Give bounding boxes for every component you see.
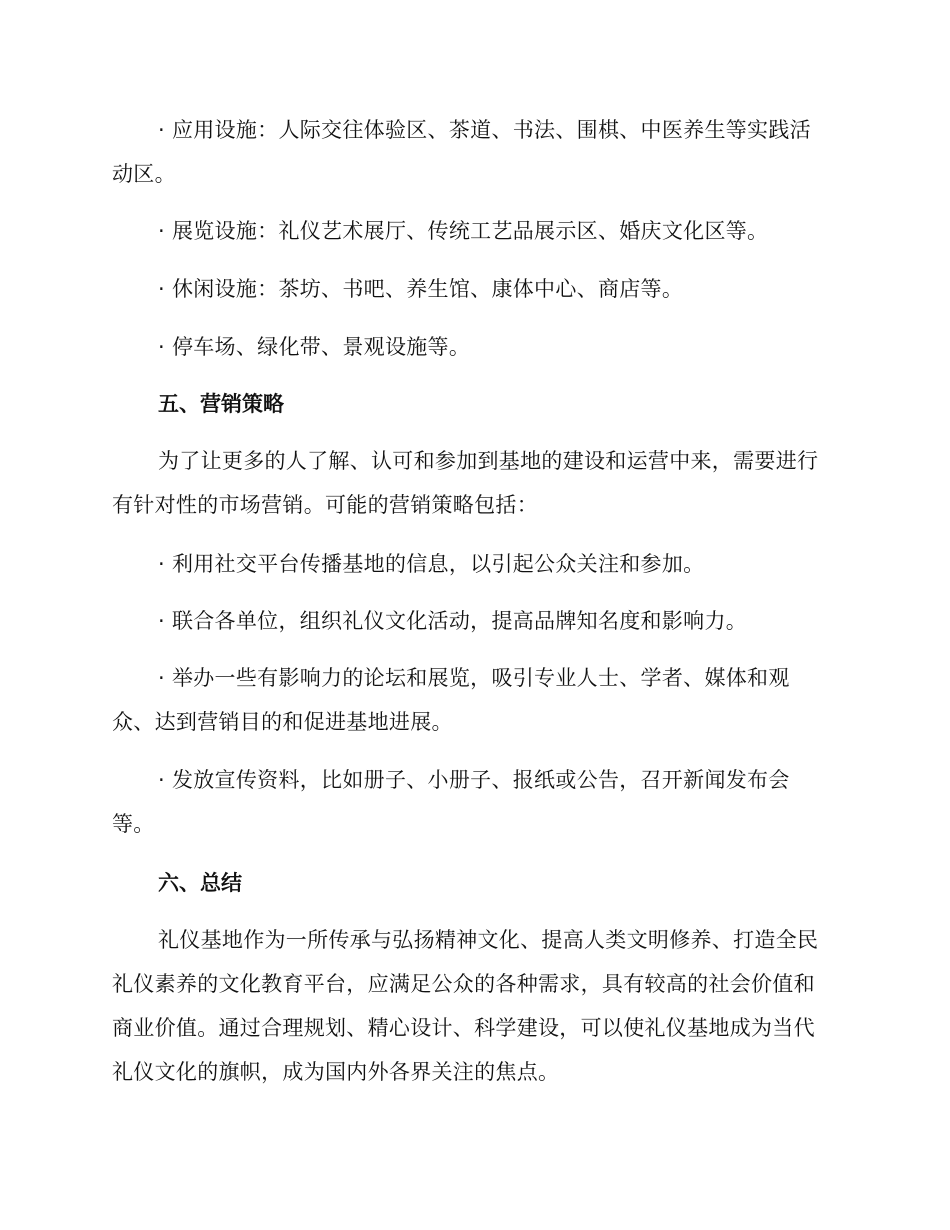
facility-item-parking	[112, 325, 832, 369]
facility-item-application	[112, 108, 832, 196]
facility-item-leisure	[112, 267, 832, 311]
paragraph-line: · 展览设施：礼仪艺术展厅、传统工艺品展示区、婚庆文化区等。	[158, 219, 769, 243]
marketing-bullet-forums	[112, 656, 832, 744]
facility-item-exhibition	[112, 209, 832, 253]
section-heading-marketing: 五、营销策略	[158, 392, 284, 416]
paragraph-line: 众、达到营销目的和促进基地进展。	[112, 710, 453, 734]
marketing-intro-paragraph	[112, 439, 832, 527]
paragraph-line: 商业价值。通过合理规划、精心设计、科学建设，可以使礼仪基地成为当代	[112, 1016, 815, 1040]
paragraph-line: · 休闲设施：茶坊、书吧、养生馆、康体中心、商店等。	[158, 277, 684, 301]
paragraph-line: · 应用设施：人际交往体验区、茶道、书法、围棋、中医养生等实践活	[158, 118, 811, 142]
marketing-bullet-materials	[112, 758, 832, 846]
paragraph-line: 礼仪素养的文化教育平台，应满足公众的各种需求，具有较高的社会价值和	[112, 972, 815, 996]
paragraph-line: 礼仪文化的旗帜，成为国内外各界关注的焦点。	[112, 1060, 560, 1084]
summary-paragraph	[112, 918, 832, 1094]
paragraph-line: 等。	[112, 812, 155, 836]
marketing-bullet-events	[112, 599, 832, 643]
paragraph-line: · 发放宣传资料，比如册子、小册子、报纸或公告，召开新闻发布会	[158, 768, 790, 792]
paragraph-line: 礼仪基地作为一所传承与弘扬精神文化、提高人类文明修养、打造全民	[158, 928, 819, 952]
paragraph-line: 动区。	[112, 162, 176, 186]
paragraph-line: · 举办一些有影响力的论坛和展览，吸引专业人士、学者、媒体和观	[158, 666, 790, 690]
paragraph-line: 有针对性的市场营销。可能的营销策略包括：	[112, 493, 538, 517]
paragraph-line: · 联合各单位，组织礼仪文化活动，提高品牌知名度和影响力。	[158, 609, 748, 633]
paragraph-line: 为了让更多的人了解、认可和参加到基地的建设和运营中来，需要进行	[158, 449, 819, 473]
section-heading-summary: 六、总结	[158, 871, 242, 895]
paragraph-line: · 停车场、绿化带、景观设施等。	[158, 335, 471, 359]
marketing-bullet-social	[112, 542, 832, 586]
paragraph-line: · 利用社交平台传播基地的信息，以引起公众关注和参加。	[158, 552, 705, 576]
